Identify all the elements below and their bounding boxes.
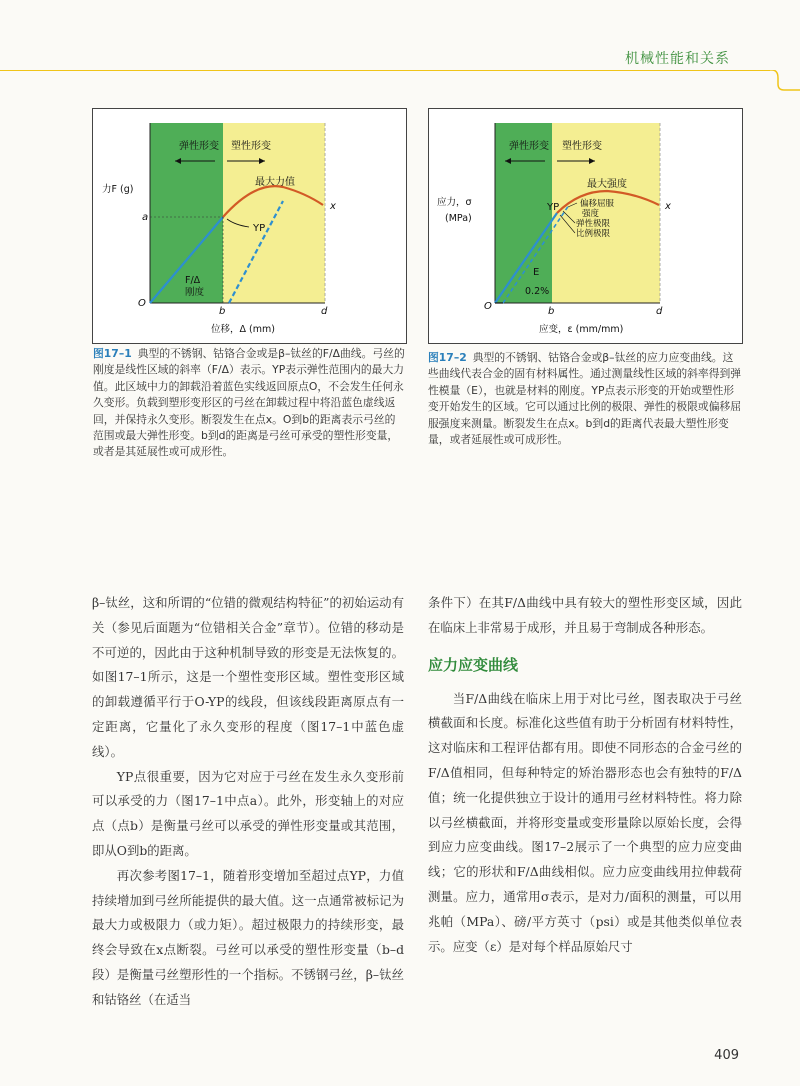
origin-label: O: [484, 301, 492, 312]
x-axis-label: 位移，Δ (mm): [211, 324, 275, 335]
running-header-title: 机械性能和关系: [625, 51, 730, 67]
section-heading: 应力应变曲线: [428, 655, 519, 674]
b-point-label: b: [548, 306, 555, 317]
figure-17-2: [428, 108, 743, 344]
figure-17-1-caption: [93, 346, 405, 461]
plastic-label: 塑性形变: [562, 141, 602, 152]
yp-label: YP: [547, 202, 560, 213]
figure-17-1: [92, 108, 407, 344]
figure-17-2-caption: [428, 350, 742, 448]
x-axis-label: 应变，ε (mm/mm): [539, 324, 624, 335]
y-axis-label: 应力，σ: [437, 197, 472, 208]
header-rule: [0, 70, 770, 71]
caption-label: 图17–1: [93, 347, 132, 360]
offset-strength-label: 强度: [582, 209, 600, 219]
x-point-label: x: [665, 201, 671, 212]
max-force-label: 最大力值: [255, 177, 295, 188]
caption-label: 图17–2: [428, 351, 467, 364]
offset-percent-label: 0.2%: [525, 286, 550, 297]
offset-yield-label: 偏移屈服: [580, 199, 615, 209]
d-point-label: d: [656, 306, 663, 317]
paragraph: 条件下）在其F/Δ曲线中具有较大的塑性形变区域，因此在临床上非常易于成形，并且易于弯制成各种形态。: [428, 595, 742, 635]
origin-label: O: [138, 298, 146, 309]
header-ornament: [760, 70, 800, 110]
page-number: 409: [714, 1048, 739, 1063]
yp-label: YP: [253, 223, 266, 234]
d-point-label: d: [321, 306, 328, 317]
y-axis-unit: (MPa): [445, 213, 472, 224]
b-point-label: b: [219, 306, 226, 317]
max-strength-label: 最大强度: [587, 179, 627, 190]
x-point-label: x: [330, 201, 336, 212]
elastic-label: 弹性形变: [509, 141, 549, 152]
plastic-label: 塑性形变: [231, 141, 271, 152]
modulus-label: E: [533, 267, 540, 278]
caption-text: 典型的不锈钢、钴铬合金或β–钛丝的应力应变曲线。这些曲线代表合金的固有材料属性。通过测量线性区域的斜率得到弹性模量（E），也就是材料的刚度。YP点表示形变的开始或塑性形变开始发生的区域。它可以通过比例的极限、弹性的极限或偏移屈服强度来测量。断裂发生在点x。b到d的距离代表最大塑性形变量，或者延展性或可成形性。: [428, 351, 742, 447]
elastic-limit-label: 弹性极限: [576, 219, 611, 229]
body-left-column: [92, 591, 404, 1013]
figure-17-1-graph: [93, 109, 406, 343]
y-axis-label: 力F (g): [102, 184, 134, 195]
caption-text: 典型的不锈钢、钴铬合金或是β–钛丝的F/Δ曲线。弓丝的刚度是线性区域的斜率（F/Δ）表示。YP表示弹性范围内的最大力值。此区域中力的卸载沿着蓝色实线返回原点O，不会发生任何永久变形。负载到塑形变形区的弓丝在卸载过程中将沿蓝色虚线返回，并保持永久变形。断裂发生在点x。O到b的距离表示弓丝的范围或最大弹性形变。b到d的距离是弓丝可承受的塑性形变量，或者是其延展性或可成形性。: [93, 347, 405, 459]
paragraph: β–钛丝，这和所谓的“位错的微观结构特征”的初始运动有关（参见后面题为“位错相关合金”章节）。位错的移动是不可逆的，因此由于这种机制导致的形变是无法恢复的。如图17–1所示，这是一个塑性变形区域。塑性变形区域的卸载遵循平行于O-YP的线段，但该线段距离原点有一定距离，它量化了永久变形的程度（图17–1中蓝色虚线）。: [92, 595, 404, 759]
paragraph: YP点很重要，因为它对应于弓丝在发生永久变形前可以承受的力（图17–1中点a）。此外，形变轴上的对应点（点b）是衡量弓丝可以承受的弹性形变量或其范围，即从O到b的距离。: [92, 768, 404, 858]
slope-label: F/Δ: [185, 275, 201, 286]
paragraph: 当F/Δ曲线在临床上用于对比弓丝，图表取决于弓丝横截面和长度。标准化这些值有助于分析固有材料特性，这对临床和工程评估都有用。即使不同形态的合金弓丝的F/Δ值相同，但每种特定的矫治器形态也会有独特的F/Δ值；统一化提供独立于设计的通用弓丝材料特性。将力除以弓丝横截面，并将形变量或变形量除以原始长度，会得到应力应变曲线。图17–2展示了一个典型的应力应变曲线；它的形状和F/Δ曲线相似。应力应变曲线用拉伸载荷测量。应力，通常用σ表示，是对力/面积的测量，可以用兆帕（MPa）、磅/平方英寸（psi）或是其他类似单位表示。应变（ε）是对每个样品原始尺寸: [428, 690, 742, 954]
body-right-column: [428, 591, 742, 959]
a-point-label: a: [142, 212, 149, 223]
proportional-limit-label: 比例极限: [576, 229, 611, 239]
stiffness-label: 刚度: [185, 287, 205, 298]
paragraph: 再次参考图17–1，随着形变增加至超过点YP，力值持续增加到弓丝所能提供的最大值。这一点通常被标记为最大力或极限力（或力矩）。超过极限力的持续形变，最终会导致在x点断裂。弓丝可以承受的塑性形变量（b–d段）是衡量弓丝塑形性的一个指标。不锈钢弓丝，β–钛丝和钴铬丝（在适当: [92, 867, 404, 1007]
elastic-label: 弹性形变: [179, 141, 219, 152]
figure-17-2-graph: [429, 109, 742, 343]
